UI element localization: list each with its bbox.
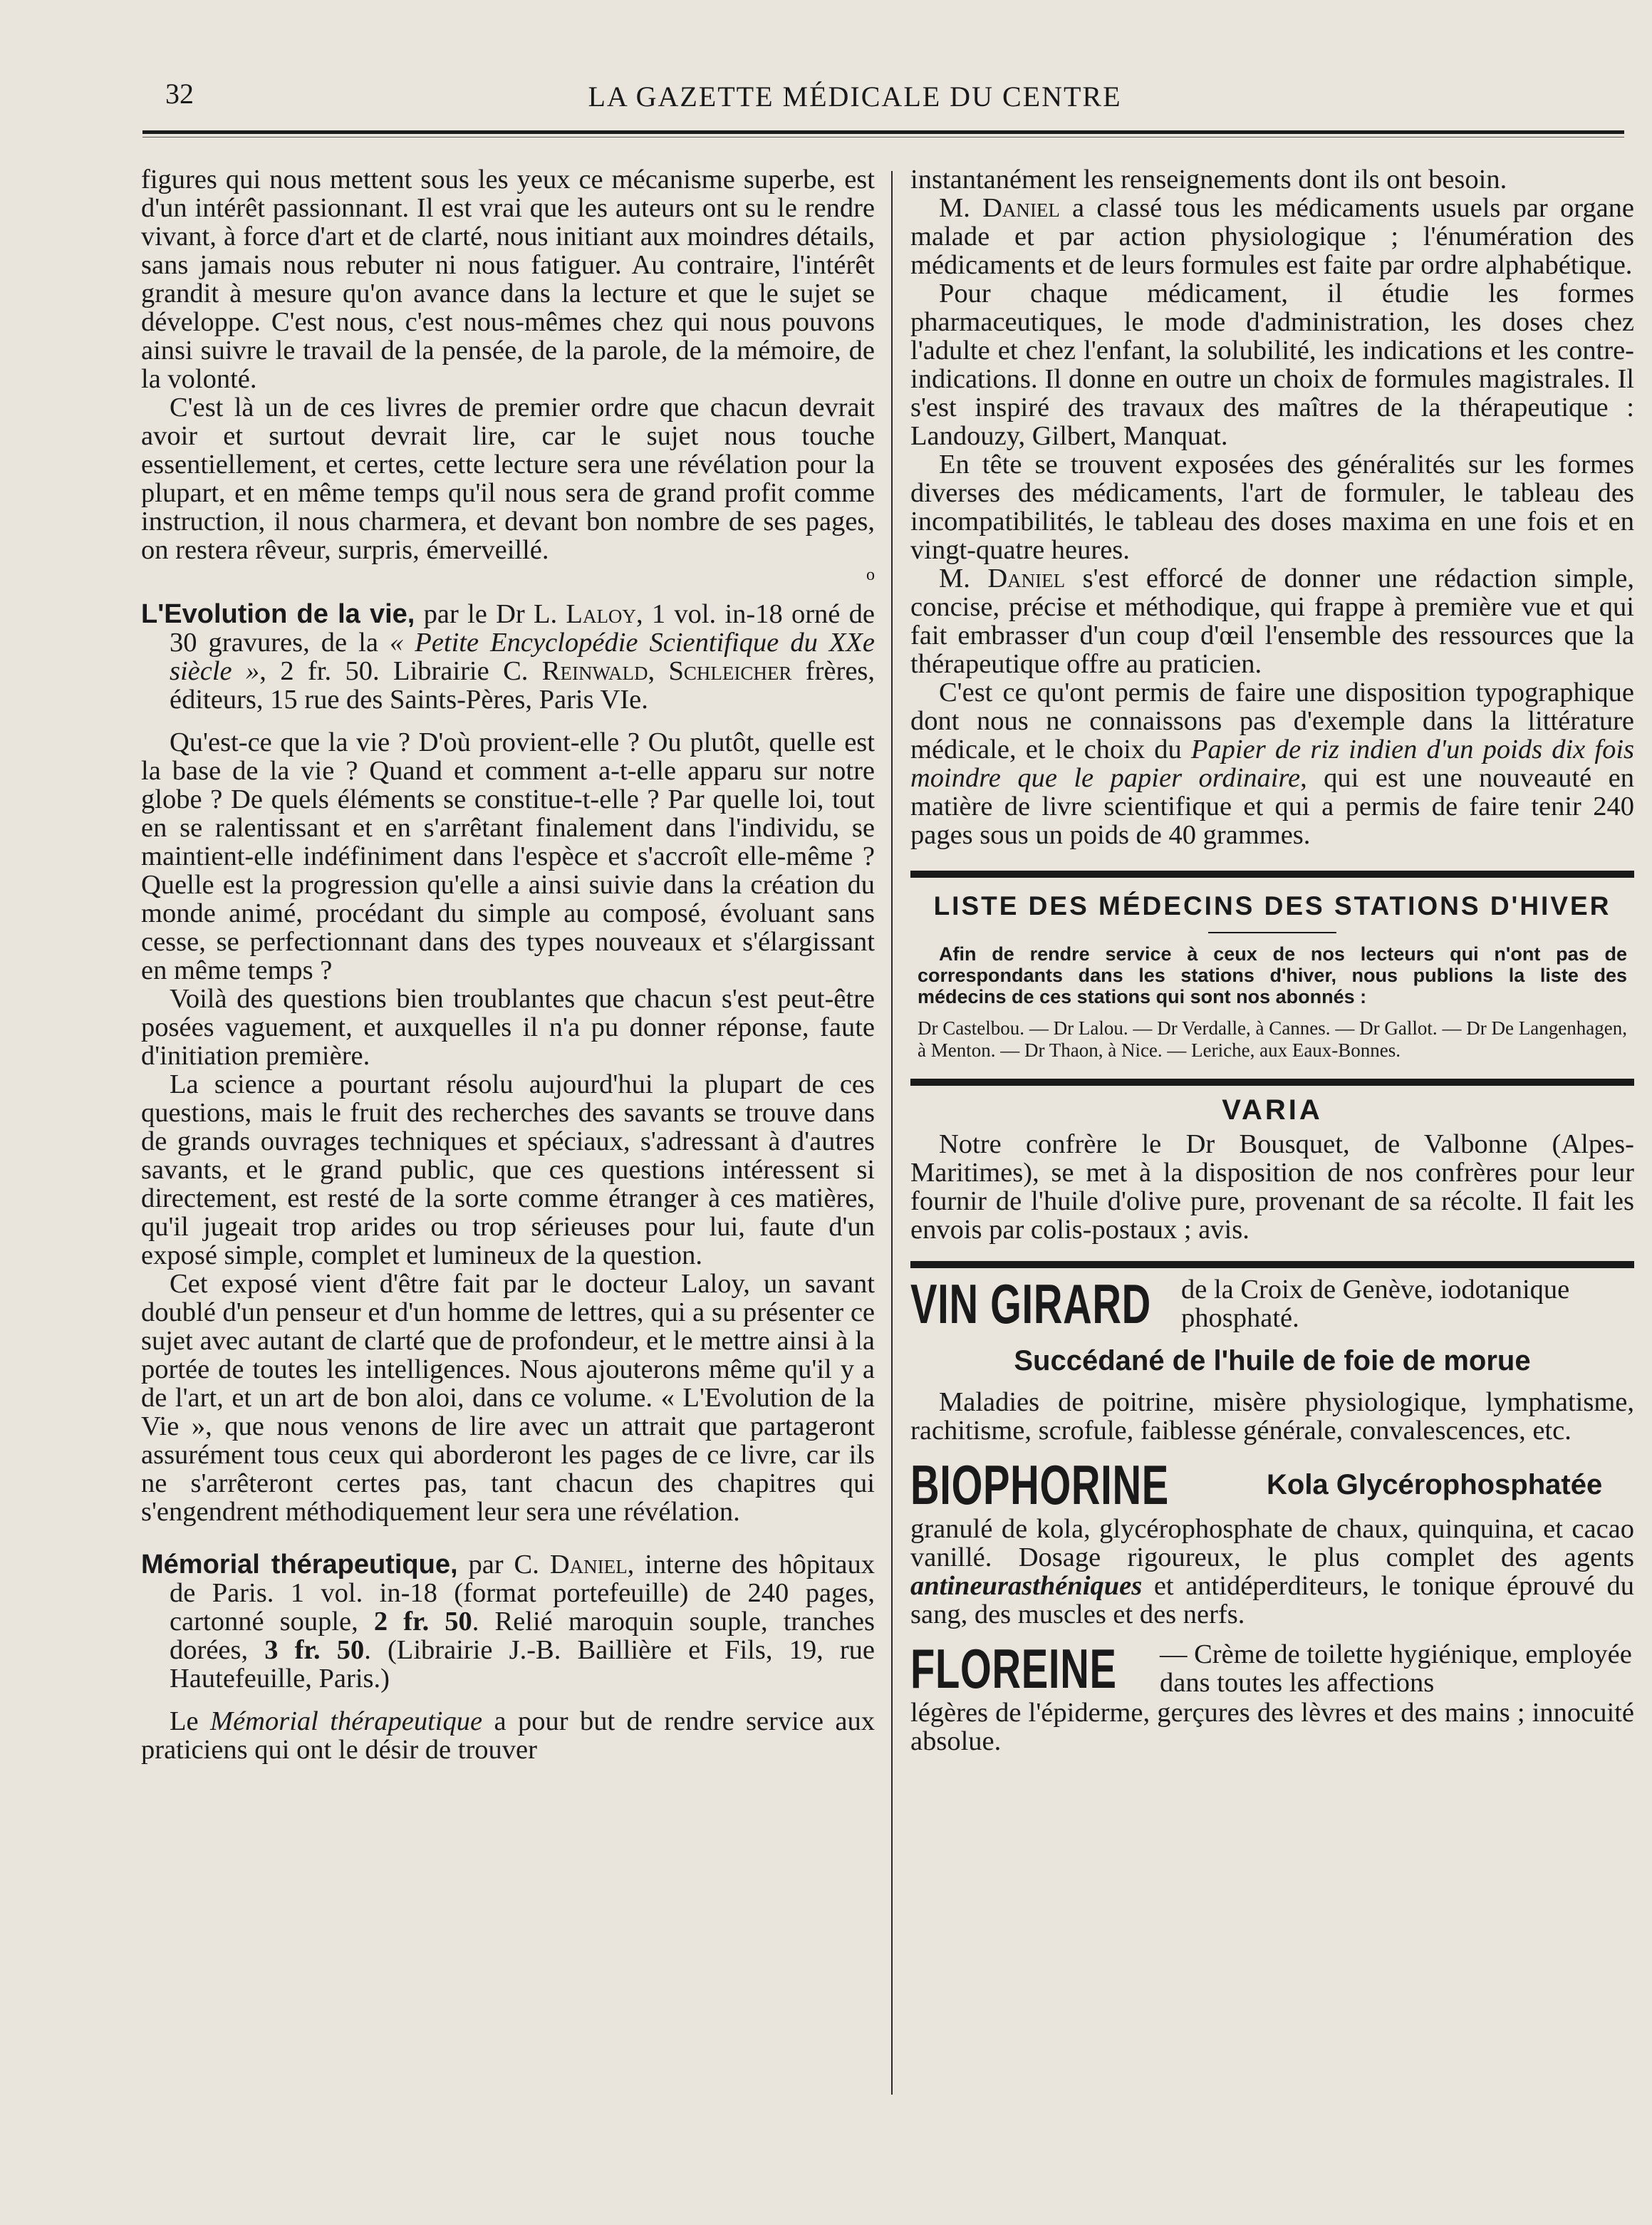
text: , interne des hôpitaux de Paris. 1 vol. in-18 (format portefeuille) de 240 pages, cartonné souple, (170, 1550, 875, 1637)
paragraph (910, 194, 1634, 279)
separator-mark: o (866, 566, 875, 584)
text: C'est ce qu'ont permis de faire une disposition typographique dont nous ne connaissons pas d'exemple dans la littérature médicale, et le choix du (910, 678, 1634, 764)
brand-name: FLOREINE (910, 1637, 1117, 1700)
author: L. Laloy (534, 599, 636, 629)
section-rule (910, 871, 1634, 878)
author: Daniel (987, 564, 1066, 593)
paragraph: Notre confrère le Dr Bousquet, de Valbonne (Alpes-Maritimes), se met à la disposition de nos confrères pour leur fournir de l'huile d'olive pure, provenant de sa récolte. Il fait les envois par colis-postaux ; avis. (910, 1129, 1634, 1245)
paragraph (910, 678, 1634, 849)
paragraph (910, 564, 1634, 678)
ad-tagline: — Crème de toilette hygiénique, employée dans toutes les affections (1160, 1639, 1632, 1698)
paragraph (141, 1707, 875, 1764)
ad-header (910, 1455, 1634, 1515)
right-column (910, 165, 1634, 1755)
publisher: Reinwald, Schleicher (541, 656, 792, 686)
advertisement (910, 1274, 1634, 1445)
page-number: 32 (165, 78, 194, 110)
advertisement (910, 1639, 1634, 1755)
brand-box (910, 1455, 1267, 1515)
price: 3 fr. 50 (264, 1635, 365, 1665)
doctor-list: Dr Castelbou. — Dr Lalou. — Dr Verdalle, à Cannes. — Dr Gallot. — Dr De Langenhagen, à Menton. — Dr Thaon, à Nice. — Leriche, aux Eaux-Bonnes. (918, 1017, 1627, 1061)
notice: Afin de rendre service à ceux de nos lecteurs qui n'ont pas de correspondants dans les stations d'hiver, nous publions la liste des médecins de ces stations qui sont nos abonnés : (918, 943, 1627, 1007)
ad-tagline: de la Croix de Genève, iodotanique phosphaté. (1181, 1275, 1570, 1333)
text: M. (939, 193, 983, 223)
italic-text: antineurasthéniques (910, 1571, 1143, 1601)
text: a classé tous les médicaments usuels par organe malade et par action physiologique ; l'énumération des médicaments et de leurs formules est faite par ordre alphabétique. (910, 193, 1634, 280)
advertisement (910, 1455, 1634, 1629)
paragraph: figures qui nous mettent sous les yeux ce mécanisme superbe, est d'un intérêt passionnant. Il est vrai que les auteurs ont su le rendre vivant, à force d'art et de clarté, nous initiant aux moindres détails, sans jamais nous rebuter ni nous fatiguer. Au contraire, l'intérêt grandit à mesure qu'on avance dans la lecture et que le sujet se développe. C'est nous, c'est nous-mêmes chez qui nous pouvons ainsi suivre le travail de la pensée, de la parole, de la mémoire, de la volonté. (141, 165, 875, 394)
brand-name: BIOPHORINE (910, 1453, 1169, 1516)
section-rule (910, 1261, 1634, 1268)
italic-text: Papier de riz indien d'un poids dix fois moindre que le papier ordinaire (910, 735, 1635, 793)
paragraph: La science a pourtant résolu aujourd'hui la plupart de ces questions, mais le fruit des recherches des savants se trouve dans de grands ouvrages techniques et spéciaux, s'adressant à d'autres savants, et le grand public, que ces questions intéressent si directement, est resté de la sorte comme étranger à ces matières, qu'il jugeait trop arides ou trop sérieuses pour lui, faute d'un exposé simple, complet et lumineux de la question. (141, 1069, 875, 1270)
header-rule-thin (142, 137, 1624, 138)
section-rule (910, 1079, 1634, 1086)
paragraph: En tête se trouvent exposées des généralités sur les formes diverses des médicaments, l'art de formuler, le tableau des incompatibilités, le tableau des doses maxima en une fois et en vingt-quatre heures. (910, 450, 1634, 565)
ad-text (910, 1515, 1634, 1629)
section-heading: LISTE DES MÉDECINS DES STATIONS D'HIVER (933, 891, 1611, 920)
book-title: Mémorial thérapeutique, (141, 1550, 458, 1580)
column-divider (891, 171, 893, 2095)
paragraph: Voilà des questions bien troublantes que chacun s'est peut-être posées vaguement, et auxquelles il n'a pu donner réponse, faute d'initiation première. (141, 984, 875, 1071)
brand-box (910, 1274, 1181, 1334)
text: . (Librairie J.-B. Baillière et Fils, 19, rue Hautefeuille, Paris.) (170, 1635, 875, 1694)
ad-header (910, 1274, 1634, 1334)
paragraph: Cet exposé vient d'être fait par le docteur Laloy, un savant doublé d'un penseur et d'un homme de lettres, qui a su présenter ce sujet avec autant de clarté que de profondeur, et le mettre ainsi à la portée de toutes les intelligences. Nous ajouterons même qu'il y a de l'art, et un art de bon aloi, dans ce volume. « L'Evolution de la Vie », que nous venons de lire avec un attrait que partageront assurément tous ceux qui aborderont les pages de ce livre, car ils ne s'arrêteront certes pas, tant chacun des chapitres qui s'engendrent méthodiquement leur sera une révélation. (141, 1269, 875, 1527)
book-title: Mémorial thérapeutique (210, 1706, 483, 1736)
text: par le Dr (415, 599, 534, 629)
brand-name: VIN GIRARD (910, 1272, 1151, 1335)
text: a pour but de rendre service aux praticiens qui ont le désir de trouver (141, 1706, 875, 1765)
book-review-heading (141, 1550, 875, 1693)
text: Le (170, 1706, 211, 1736)
book-review-heading (141, 600, 875, 714)
paragraph: instantanément les renseignements dont ils ont besoin. (910, 165, 1507, 195)
book-title: L'Evolution de la vie, (141, 599, 415, 629)
short-rule (1208, 932, 1336, 933)
text: , 2 fr. 50. Librairie C. (259, 656, 542, 686)
text: , 1 vol. in-18 orné de 30 gravures, de la (170, 599, 875, 658)
text: . Relié maroquin souple, tranches dorées, (170, 1607, 875, 1665)
text: granulé de kola, glycérophosphate de chaux, quinquina, et cacao vanillé. Dosage rigoureux, le plus complet des agents (910, 1514, 1634, 1572)
brand-box (910, 1639, 1160, 1698)
text: , qui est une nouveauté en matière de livre scientifique et qui a permis de faire tenir 240 pages sous un poids de 40 grammes. (910, 763, 1634, 850)
running-head: LA GAZETTE MÉDICALE DU CENTRE (588, 81, 1122, 113)
text: s'est efforcé de donner une rédaction simple, concise, précise et méthodique, qui frappe à première vue et qui fait embrasser d'un coup d'œil l'ensemble des ressources que la thérapeutique offre au praticien. (910, 564, 1635, 679)
ad-header (910, 1639, 1634, 1698)
text: frères, éditeurs, 15 rue des Saints-Pères, Paris VIe. (170, 656, 876, 715)
ad-text: légères de l'épiderme, gerçures des lèvres et des mains ; innocuité absolue. (910, 1698, 1634, 1756)
text: par C. (457, 1550, 550, 1580)
text: M. (939, 564, 988, 593)
paragraph: Pour chaque médicament, il étudie les formes pharmaceutiques, le mode d'administration, les doses chez l'adulte et chez l'enfant, la solubilité, les indications et les contre-indications. Il donne en outre un choix de formules magistrales. Il s'est inspiré des travaux des maîtres de la thérapeutique : Landouzy, Gilbert, Manquat. (910, 279, 1634, 451)
paragraph: C'est là un de ces livres de premier ordre que chacun devrait avoir et surtout devrait lire, car le sujet nous touche essentiellement, et certes, cette lecture sera une révélation pour la plupart, et en même temps qu'il nous sera de grand profit comme instruction, il nous charmera, et devant bon nombre de ses pages, on restera rêveur, surpris, émerveillé. (141, 393, 875, 565)
author: Daniel (549, 1550, 628, 1580)
paragraph: Qu'est-ce que la vie ? D'où provient-elle ? Ou plutôt, quelle est la base de la vie ? Quand et comment a-t-elle apparu sur notre globe ? De quels éléments se constitue-t-elle ? Par quelle loi, tout en se ralentissant et en s'arrêtant finalement dans l'individu, se maintient-elle indéfiniment dans l'espèce et s'accroît elle-même ? Quelle est la progression qu'elle a ainsi suivie dans la création du monde animé, procédant du simple au composé, évoluant sans cesse, se perfectionnant dans des types nouveaux et s'élargissant en même temps ? (141, 727, 875, 985)
ad-subheading: Succédané de l'huile de foie de morue (1014, 1345, 1531, 1376)
price: 2 fr. 50 (373, 1607, 472, 1637)
ad-tagline: Kola Glycérophosphatée (1267, 1469, 1603, 1500)
ad-text: Maladies de poitrine, misère physiologique, lymphatisme, rachitisme, scrofule, faiblesse générale, convalescences, etc. (910, 1387, 1634, 1446)
left-column (141, 165, 875, 1764)
section-heading: VARIA (1222, 1094, 1323, 1126)
series-title: « Petite Encyclopédie Scientifique du XXe siècle » (170, 628, 875, 686)
text: et antidéperditeurs, le tonique éprouvé du sang, des muscles et des nerfs. (910, 1571, 1634, 1629)
header-rule (142, 130, 1624, 134)
author: Daniel (982, 193, 1060, 223)
